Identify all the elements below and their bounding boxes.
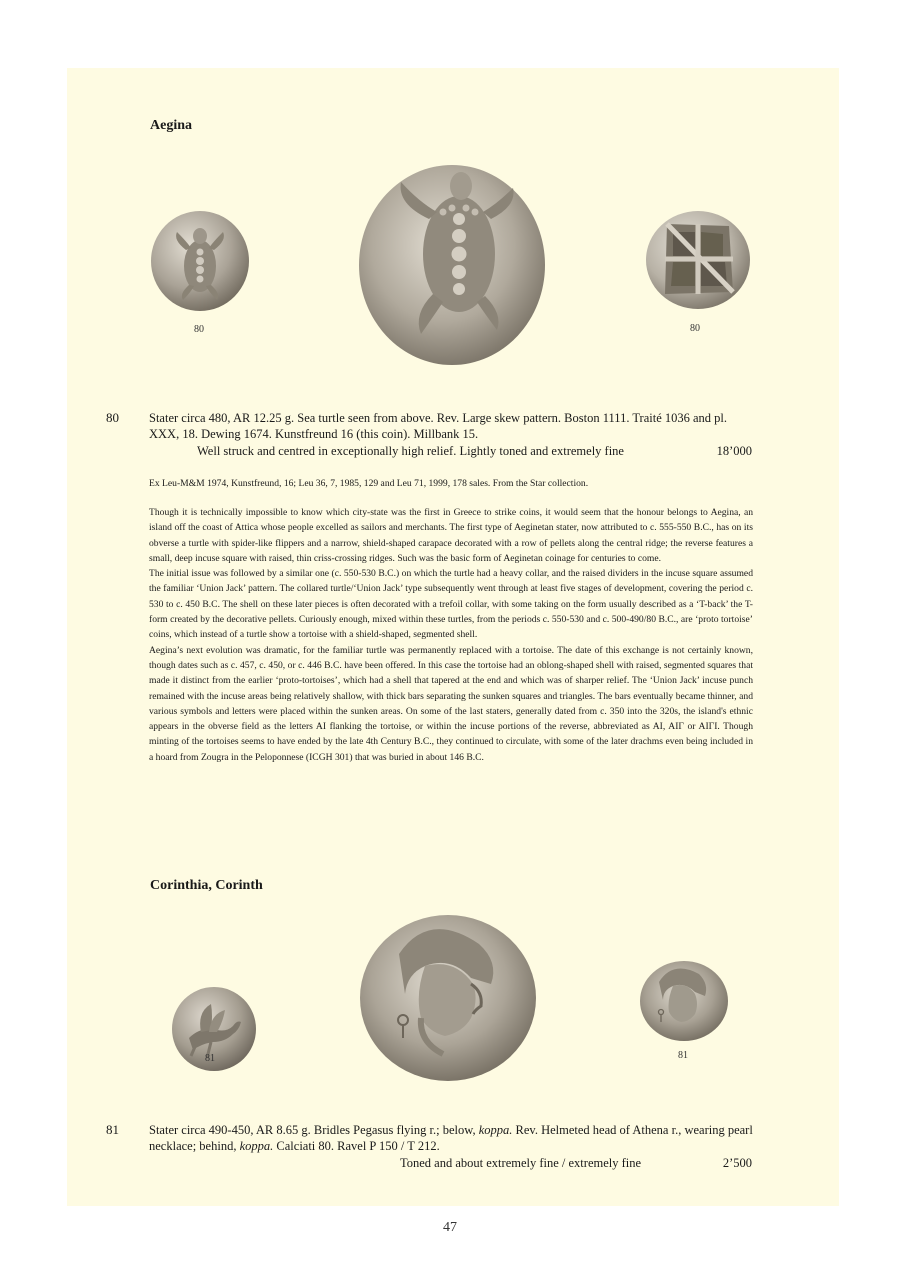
description-text-italic: koppa. [478,1123,513,1137]
lot-grade: Well struck and centred in exceptionally high relief. Lightly toned and extremely fine [197,444,624,458]
lot-description [149,1122,753,1154]
sea-turtle-coin-icon [149,210,251,312]
essay-paragraph: Though it is technically impossible to know which city-state was the first in Greece to strike coins, it would seem that the honour belongs to Aegina, an island off the coast of Attica whose people excelled as sailors and merchants. The first type of Aeginetan stater, now attributed to c. 555-550 B.C., has on its obverse a turtle with spider-like flippers and a narrow, shield-shaped carapace decorated with a row of pellets along the central ridge; the reverse features a small, deep incuse square with raised, thin criss-crossing ridges. Such was the basic form of Aeginetan coinage for centuries to come. [149,507,753,564]
lot-number: 81 [106,1122,119,1137]
athena-head-coin-icon [639,960,729,1042]
catalogue-page [67,68,839,1206]
lot-number: 80 [106,410,119,425]
essay-paragraph: The initial issue was followed by a similar one (c. 550-530 B.C.) on which the turtle had a heavy collar, and the raised dividers in the incuse square assumed the familiar ‘Union Jack’ pattern. The collared turtle/‘Union Jack’ type subsequently went through at least five stages of development, covering the period c. 530 to c. 450 B.C. The shell on these later pieces is often decorated with a trefoil collar, with some taking on the form usually described as a ‘T-back’ the T-form created by the decorative pellets. Curiously enough, mixed within these turtles, from the periods c. 550-530 and c. 500-490/80 B.C., are ‘proto tortoise’ coins, which instead of a turtle show a tortoise with a shield-shaped, segmented shell. [149,568,753,641]
section-title-corinth: Corinthia, Corinth [150,878,263,893]
essay-paragraph: Aegina’s next evolution was dramatic, for the familiar turtle was permanently replaced with a tortoise. The date of this exchange is not certainly known, though dates such as c. 457, c. 450, or c. 446 B.C. have been offered. In this case the tortoise had an oblong-shaped shell with raised, segmented squares that made it distinct from the earlier ‘proto-tortoises’, which had a shell that tapered at the end and which was of sharper relief. The ‘Union Jack’ incuse punch remained with the incuse areas being relatively shallow, with thick bars separating the sunken squares and triangles. The bars eventually became thinner, and various symbols and letters were placed within the sunken areas. On some of the last staters, generally dated from c. 350 into the 320s, the island's ethnic appears in the obverse field as the letters AI flanking the tortoise, or within the incuse portions of the reverse, abbreviated as AI, AIΓ or AIΓI. Though minting of the tortoises seems to have ended by the late 4th Century B.C., they continued to circulate, with some of the later drachms even being included in a hoard from Zougra in the Peloponnese (ICGH 301) that was buried in about 146 B.C. [149,644,753,763]
description-text-italic: koppa. [239,1139,274,1153]
lot-description: Stater circa 480, AR 12.25 g. Sea turtle seen from above. Rev. Large skew pattern. Boston 1111. Traité 1036 and pl. XXX, 18. Dewing 1674. Kunstfreund 16 (this coin). Millbank 15. [149,411,728,441]
page-number: 47 [443,1220,457,1235]
lot-provenance: Ex Leu-M&M 1974, Kunstfreund, 16; Leu 36, 7, 1985, 129 and Leu 71, 1999, 178 sales. From the Star collection. [149,478,589,489]
description-text: Rev. Helmeted head of Athena r., wearing pearl necklace; behind, [149,1123,753,1153]
sea-turtle-coin-icon [357,164,547,366]
athena-head-coin-icon [359,914,537,1082]
coin-label: 81 [678,1050,688,1061]
description-text: Calciati 80. Ravel P 150 / T 212. [273,1139,440,1153]
description-text: Stater circa 490-450, AR 8.65 g. Bridles Pegasus flying r.; below, [149,1123,479,1137]
section-title-aegina: Aegina [150,118,192,133]
incuse-square-coin-icon [645,210,751,310]
coin-label: 80 [194,324,204,335]
lot-price: 2’500 [722,1156,752,1170]
lot-price: 18’000 [716,444,752,458]
historical-essay [149,505,753,765]
coin-label: 81 [205,1053,215,1064]
coin-label: 80 [690,323,700,334]
lot-grade: Toned and about extremely fine / extremely fine [400,1156,642,1170]
